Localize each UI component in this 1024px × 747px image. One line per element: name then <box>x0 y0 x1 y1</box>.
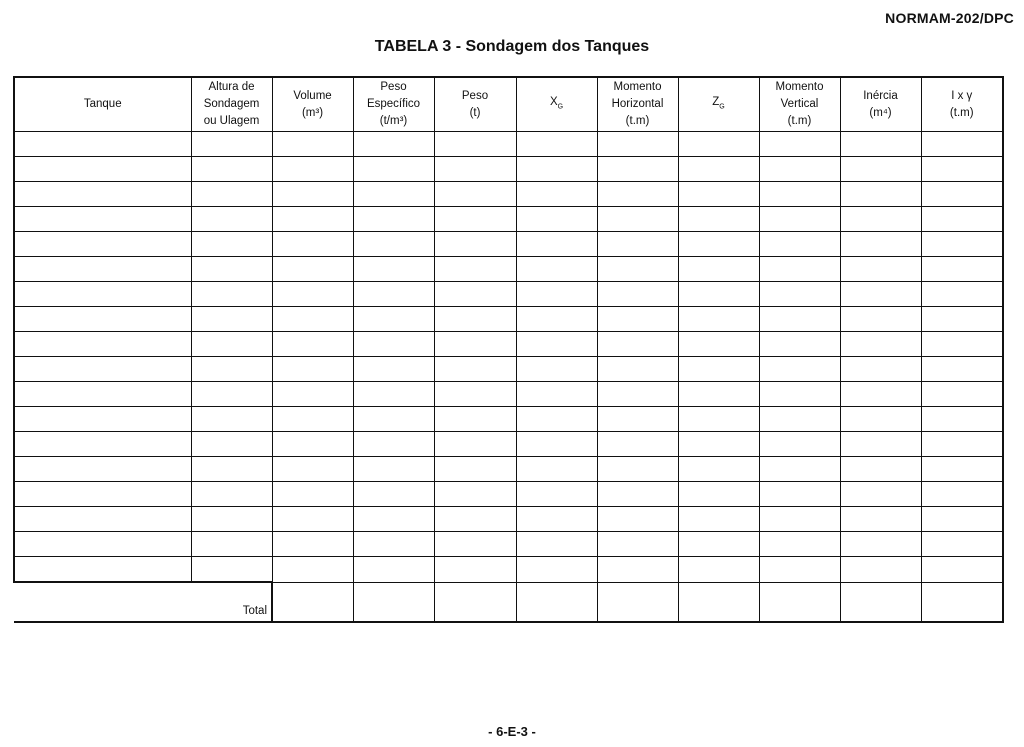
column-header <box>921 77 1003 132</box>
table-cell[interactable] <box>434 132 516 157</box>
table-cell[interactable] <box>434 232 516 257</box>
column-header-line: (t.m) <box>787 115 812 127</box>
table-cell[interactable] <box>759 532 840 557</box>
table-cell[interactable] <box>840 382 921 407</box>
table-cell[interactable] <box>434 382 516 407</box>
table-cell[interactable] <box>353 132 434 157</box>
table-cell[interactable] <box>840 407 921 432</box>
table-cell[interactable] <box>840 557 921 583</box>
table-cell[interactable] <box>597 557 678 583</box>
table-cell[interactable] <box>516 432 597 457</box>
table-cell[interactable] <box>191 232 272 257</box>
table-cell[interactable] <box>516 407 597 432</box>
table-cell[interactable] <box>272 257 353 282</box>
total-cell[interactable] <box>272 582 353 622</box>
table-cell[interactable] <box>597 532 678 557</box>
total-cell[interactable] <box>353 582 434 622</box>
table-cell[interactable] <box>840 307 921 332</box>
table-title: TABELA 3 - Sondagem dos Tanques <box>374 38 650 55</box>
table-cell[interactable] <box>759 457 840 482</box>
table-cell[interactable] <box>921 182 1003 207</box>
table-row <box>14 282 1003 307</box>
column-header <box>434 77 516 132</box>
table-cell[interactable] <box>678 432 759 457</box>
table-cell[interactable] <box>434 257 516 282</box>
table-cell[interactable] <box>759 432 840 457</box>
table-cell[interactable] <box>272 332 353 357</box>
table-cell[interactable] <box>759 482 840 507</box>
table-cell[interactable] <box>272 407 353 432</box>
table-cell[interactable] <box>516 457 597 482</box>
table-cell[interactable] <box>14 382 191 407</box>
table-cell[interactable] <box>678 357 759 382</box>
table-cell[interactable] <box>272 532 353 557</box>
table-row <box>14 532 1003 557</box>
table-cell[interactable] <box>353 182 434 207</box>
table-cell[interactable] <box>921 282 1003 307</box>
table-cell[interactable] <box>434 182 516 207</box>
table-cell[interactable] <box>678 557 759 583</box>
table-cell[interactable] <box>840 157 921 182</box>
column-header-line: (t.m) <box>625 115 650 127</box>
table-cell[interactable] <box>921 557 1003 583</box>
sounding-table <box>13 76 1004 623</box>
table-cell[interactable] <box>14 507 191 532</box>
table-cell[interactable] <box>678 132 759 157</box>
table-cell[interactable] <box>597 282 678 307</box>
table-cell[interactable] <box>516 557 597 583</box>
table-cell[interactable] <box>921 332 1003 357</box>
table-cell[interactable] <box>678 307 759 332</box>
table-cell[interactable] <box>759 207 840 232</box>
table-cell[interactable] <box>516 357 597 382</box>
table-cell[interactable] <box>353 557 434 583</box>
table-row <box>14 157 1003 182</box>
column-header-line: Momento <box>613 81 662 93</box>
table-cell[interactable] <box>272 457 353 482</box>
table-cell[interactable] <box>759 232 840 257</box>
column-header-line: Horizontal <box>611 98 664 110</box>
table-cell[interactable] <box>353 432 434 457</box>
table-cell[interactable] <box>516 257 597 282</box>
table-cell[interactable] <box>434 432 516 457</box>
column-header <box>597 77 678 132</box>
table-cell[interactable] <box>759 157 840 182</box>
total-label: Total <box>14 582 272 622</box>
column-header-line: Altura de <box>208 81 255 93</box>
table-cell[interactable] <box>759 357 840 382</box>
table-cell[interactable] <box>353 257 434 282</box>
table-cell[interactable] <box>840 507 921 532</box>
table-cell[interactable] <box>597 182 678 207</box>
table-cell[interactable] <box>353 532 434 557</box>
table-cell[interactable] <box>353 507 434 532</box>
table-cell[interactable] <box>14 307 191 332</box>
table-cell[interactable] <box>191 207 272 232</box>
table-cell[interactable] <box>678 282 759 307</box>
table-cell[interactable] <box>191 257 272 282</box>
table-cell[interactable] <box>14 357 191 382</box>
column-header-line: Peso <box>380 81 407 93</box>
table-row <box>14 357 1003 382</box>
table-cell[interactable] <box>759 132 840 157</box>
table-row <box>14 482 1003 507</box>
table-cell[interactable] <box>191 332 272 357</box>
table-cell[interactable] <box>353 232 434 257</box>
table-cell[interactable] <box>434 307 516 332</box>
table-cell[interactable] <box>434 557 516 583</box>
table-cell[interactable] <box>678 232 759 257</box>
table-cell[interactable] <box>921 207 1003 232</box>
table-cell[interactable] <box>759 282 840 307</box>
table-cell[interactable] <box>678 157 759 182</box>
total-cell[interactable] <box>597 582 678 622</box>
column-header-line: Específico <box>366 98 421 110</box>
column-header-line: Vertical <box>780 98 819 110</box>
table-cell[interactable] <box>434 207 516 232</box>
table-row <box>14 182 1003 207</box>
table-cell[interactable] <box>272 482 353 507</box>
column-header-line: Volume <box>293 89 332 102</box>
table-cell[interactable] <box>434 407 516 432</box>
table-cell[interactable] <box>759 557 840 583</box>
table-row <box>14 307 1003 332</box>
table-cell[interactable] <box>434 157 516 182</box>
table-cell[interactable] <box>14 457 191 482</box>
table-cell[interactable] <box>434 282 516 307</box>
table-cell[interactable] <box>840 257 921 282</box>
table-cell[interactable] <box>840 332 921 357</box>
table-cell[interactable] <box>921 432 1003 457</box>
header-row <box>14 77 1003 132</box>
table-cell[interactable] <box>14 532 191 557</box>
total-cell[interactable] <box>840 582 921 622</box>
column-header-line: (t/m³) <box>379 115 408 127</box>
table-cell[interactable] <box>678 332 759 357</box>
table-cell[interactable] <box>272 432 353 457</box>
table-cell[interactable] <box>272 282 353 307</box>
table-cell[interactable] <box>14 132 191 157</box>
table-cell[interactable] <box>840 207 921 232</box>
table-cell[interactable] <box>597 257 678 282</box>
table-cell[interactable] <box>516 157 597 182</box>
table-cell[interactable] <box>921 157 1003 182</box>
table-cell[interactable] <box>597 307 678 332</box>
table-cell[interactable] <box>434 532 516 557</box>
table-cell[interactable] <box>678 507 759 532</box>
table-cell[interactable] <box>353 207 434 232</box>
table-cell[interactable] <box>516 207 597 232</box>
table-cell[interactable] <box>353 157 434 182</box>
table-cell[interactable] <box>921 407 1003 432</box>
table-cell[interactable] <box>353 407 434 432</box>
table-row <box>14 257 1003 282</box>
column-header-line: Tanque <box>83 98 122 110</box>
table-cell[interactable] <box>678 532 759 557</box>
table-cell[interactable] <box>191 532 272 557</box>
table-cell[interactable] <box>191 357 272 382</box>
table-row <box>14 132 1003 157</box>
table-cell[interactable] <box>272 157 353 182</box>
table-cell[interactable] <box>14 232 191 257</box>
table-cell[interactable] <box>597 507 678 532</box>
table-cell[interactable] <box>597 357 678 382</box>
table-cell[interactable] <box>759 407 840 432</box>
table-cell[interactable] <box>272 382 353 407</box>
column-header-line: Momento <box>775 81 824 93</box>
table-cell[interactable] <box>840 532 921 557</box>
column-header-line: (t.m) <box>949 106 974 119</box>
table-cell[interactable] <box>516 332 597 357</box>
table-cell[interactable] <box>191 157 272 182</box>
table-cell[interactable] <box>353 357 434 382</box>
table-cell[interactable] <box>353 307 434 332</box>
column-header-subscript: G <box>557 103 564 111</box>
table-cell[interactable] <box>921 357 1003 382</box>
table-cell[interactable] <box>678 257 759 282</box>
column-header-line: (t) <box>469 106 481 119</box>
column-header <box>14 77 191 132</box>
table-cell[interactable] <box>14 407 191 432</box>
table-cell[interactable] <box>921 482 1003 507</box>
table-cell[interactable] <box>921 382 1003 407</box>
table-cell[interactable] <box>14 557 191 583</box>
table-cell[interactable] <box>516 232 597 257</box>
table-cell[interactable] <box>840 182 921 207</box>
table-cell[interactable] <box>597 332 678 357</box>
table-row <box>14 407 1003 432</box>
table-cell[interactable] <box>191 482 272 507</box>
table-cell[interactable] <box>597 207 678 232</box>
table-cell[interactable] <box>272 182 353 207</box>
table-cell[interactable] <box>516 532 597 557</box>
table-cell[interactable] <box>14 482 191 507</box>
column-header <box>516 77 597 132</box>
total-cell[interactable] <box>921 582 1003 622</box>
table-cell[interactable] <box>759 307 840 332</box>
table-cell[interactable] <box>840 432 921 457</box>
table-row <box>14 332 1003 357</box>
table-cell[interactable] <box>840 132 921 157</box>
total-cell[interactable] <box>759 582 840 622</box>
table-cell[interactable] <box>272 507 353 532</box>
table-cell[interactable] <box>434 357 516 382</box>
table-cell[interactable] <box>14 157 191 182</box>
table-cell[interactable] <box>14 332 191 357</box>
table-cell[interactable] <box>272 307 353 332</box>
table-cell[interactable] <box>921 232 1003 257</box>
table-cell[interactable] <box>921 132 1003 157</box>
table-row <box>14 557 1003 583</box>
table-cell[interactable] <box>516 132 597 157</box>
table-cell[interactable] <box>921 257 1003 282</box>
table-cell[interactable] <box>597 232 678 257</box>
table-cell[interactable] <box>678 407 759 432</box>
table-cell[interactable] <box>516 282 597 307</box>
table-cell[interactable] <box>272 132 353 157</box>
column-header-symbol: Z <box>712 95 720 108</box>
table-cell[interactable] <box>516 382 597 407</box>
column-header <box>272 77 353 132</box>
column-header-line: Sondagem <box>203 98 260 110</box>
table-cell[interactable] <box>191 182 272 207</box>
table-cell[interactable] <box>191 307 272 332</box>
table-cell[interactable] <box>759 257 840 282</box>
column-header-subscript: G <box>719 103 725 111</box>
table-cell[interactable] <box>191 132 272 157</box>
table-cell[interactable] <box>678 182 759 207</box>
table-cell[interactable] <box>597 482 678 507</box>
table-row <box>14 382 1003 407</box>
table-cell[interactable] <box>678 207 759 232</box>
column-header-line: ou Ulagem <box>203 115 260 127</box>
table-cell[interactable] <box>353 282 434 307</box>
table-cell[interactable] <box>840 457 921 482</box>
table-cell[interactable] <box>921 457 1003 482</box>
table-cell[interactable] <box>191 282 272 307</box>
total-cell[interactable] <box>434 582 516 622</box>
total-cell[interactable] <box>516 582 597 622</box>
table-cell[interactable] <box>597 432 678 457</box>
table-cell[interactable] <box>597 407 678 432</box>
table-cell[interactable] <box>921 532 1003 557</box>
table-cell[interactable] <box>678 482 759 507</box>
table-cell[interactable] <box>597 457 678 482</box>
table-cell[interactable] <box>516 482 597 507</box>
table-cell[interactable] <box>191 507 272 532</box>
page-number: - 6-E-3 - <box>488 724 536 739</box>
table-row <box>14 207 1003 232</box>
table-cell[interactable] <box>353 482 434 507</box>
table-cell[interactable] <box>597 382 678 407</box>
table-cell[interactable] <box>272 357 353 382</box>
table-cell[interactable] <box>759 182 840 207</box>
table-cell[interactable] <box>272 232 353 257</box>
table-cell[interactable] <box>14 207 191 232</box>
total-cell[interactable] <box>678 582 759 622</box>
column-header-symbol: X <box>549 95 558 108</box>
table-row <box>14 457 1003 482</box>
table-cell[interactable] <box>840 282 921 307</box>
column-header <box>759 77 840 132</box>
table-row <box>14 507 1003 532</box>
table-cell[interactable] <box>759 507 840 532</box>
table-cell[interactable] <box>921 307 1003 332</box>
column-header-line: (m³) <box>301 106 324 119</box>
table-cell[interactable] <box>14 282 191 307</box>
column-header-line: Peso <box>461 89 489 102</box>
table-cell[interactable] <box>14 182 191 207</box>
table-cell[interactable] <box>353 332 434 357</box>
table-cell[interactable] <box>191 407 272 432</box>
table-cell[interactable] <box>840 482 921 507</box>
table-cell[interactable] <box>597 132 678 157</box>
column-header <box>840 77 921 132</box>
table-cell[interactable] <box>434 507 516 532</box>
table-cell[interactable] <box>434 332 516 357</box>
table-cell[interactable] <box>840 232 921 257</box>
table-cell[interactable] <box>759 382 840 407</box>
table-cell[interactable] <box>191 382 272 407</box>
column-header-line: I x γ <box>951 89 973 102</box>
table-cell[interactable] <box>191 457 272 482</box>
column-header <box>353 77 434 132</box>
table-cell[interactable] <box>516 307 597 332</box>
table-cell[interactable] <box>678 457 759 482</box>
column-header <box>678 77 759 132</box>
table-row <box>14 232 1003 257</box>
table-cell[interactable] <box>191 557 272 583</box>
table-cell[interactable] <box>516 182 597 207</box>
total-row <box>14 582 1003 622</box>
table-cell[interactable] <box>272 207 353 232</box>
table-cell[interactable] <box>516 507 597 532</box>
column-header <box>191 77 272 132</box>
table-cell[interactable] <box>353 457 434 482</box>
table-cell[interactable] <box>678 382 759 407</box>
table-row <box>14 432 1003 457</box>
table-cell[interactable] <box>191 432 272 457</box>
table-cell[interactable] <box>759 332 840 357</box>
table-cell[interactable] <box>434 457 516 482</box>
table-cell[interactable] <box>353 382 434 407</box>
table-cell[interactable] <box>14 257 191 282</box>
table-cell[interactable] <box>272 557 353 583</box>
table-cell[interactable] <box>14 432 191 457</box>
table-cell[interactable] <box>434 482 516 507</box>
column-header-line: Inércia <box>863 89 898 102</box>
table-cell[interactable] <box>840 357 921 382</box>
column-header-line: (m⁴) <box>869 106 892 119</box>
document-code: NORMAM-202/DPC <box>885 10 1014 26</box>
table-cell[interactable] <box>597 157 678 182</box>
table-cell[interactable] <box>921 507 1003 532</box>
